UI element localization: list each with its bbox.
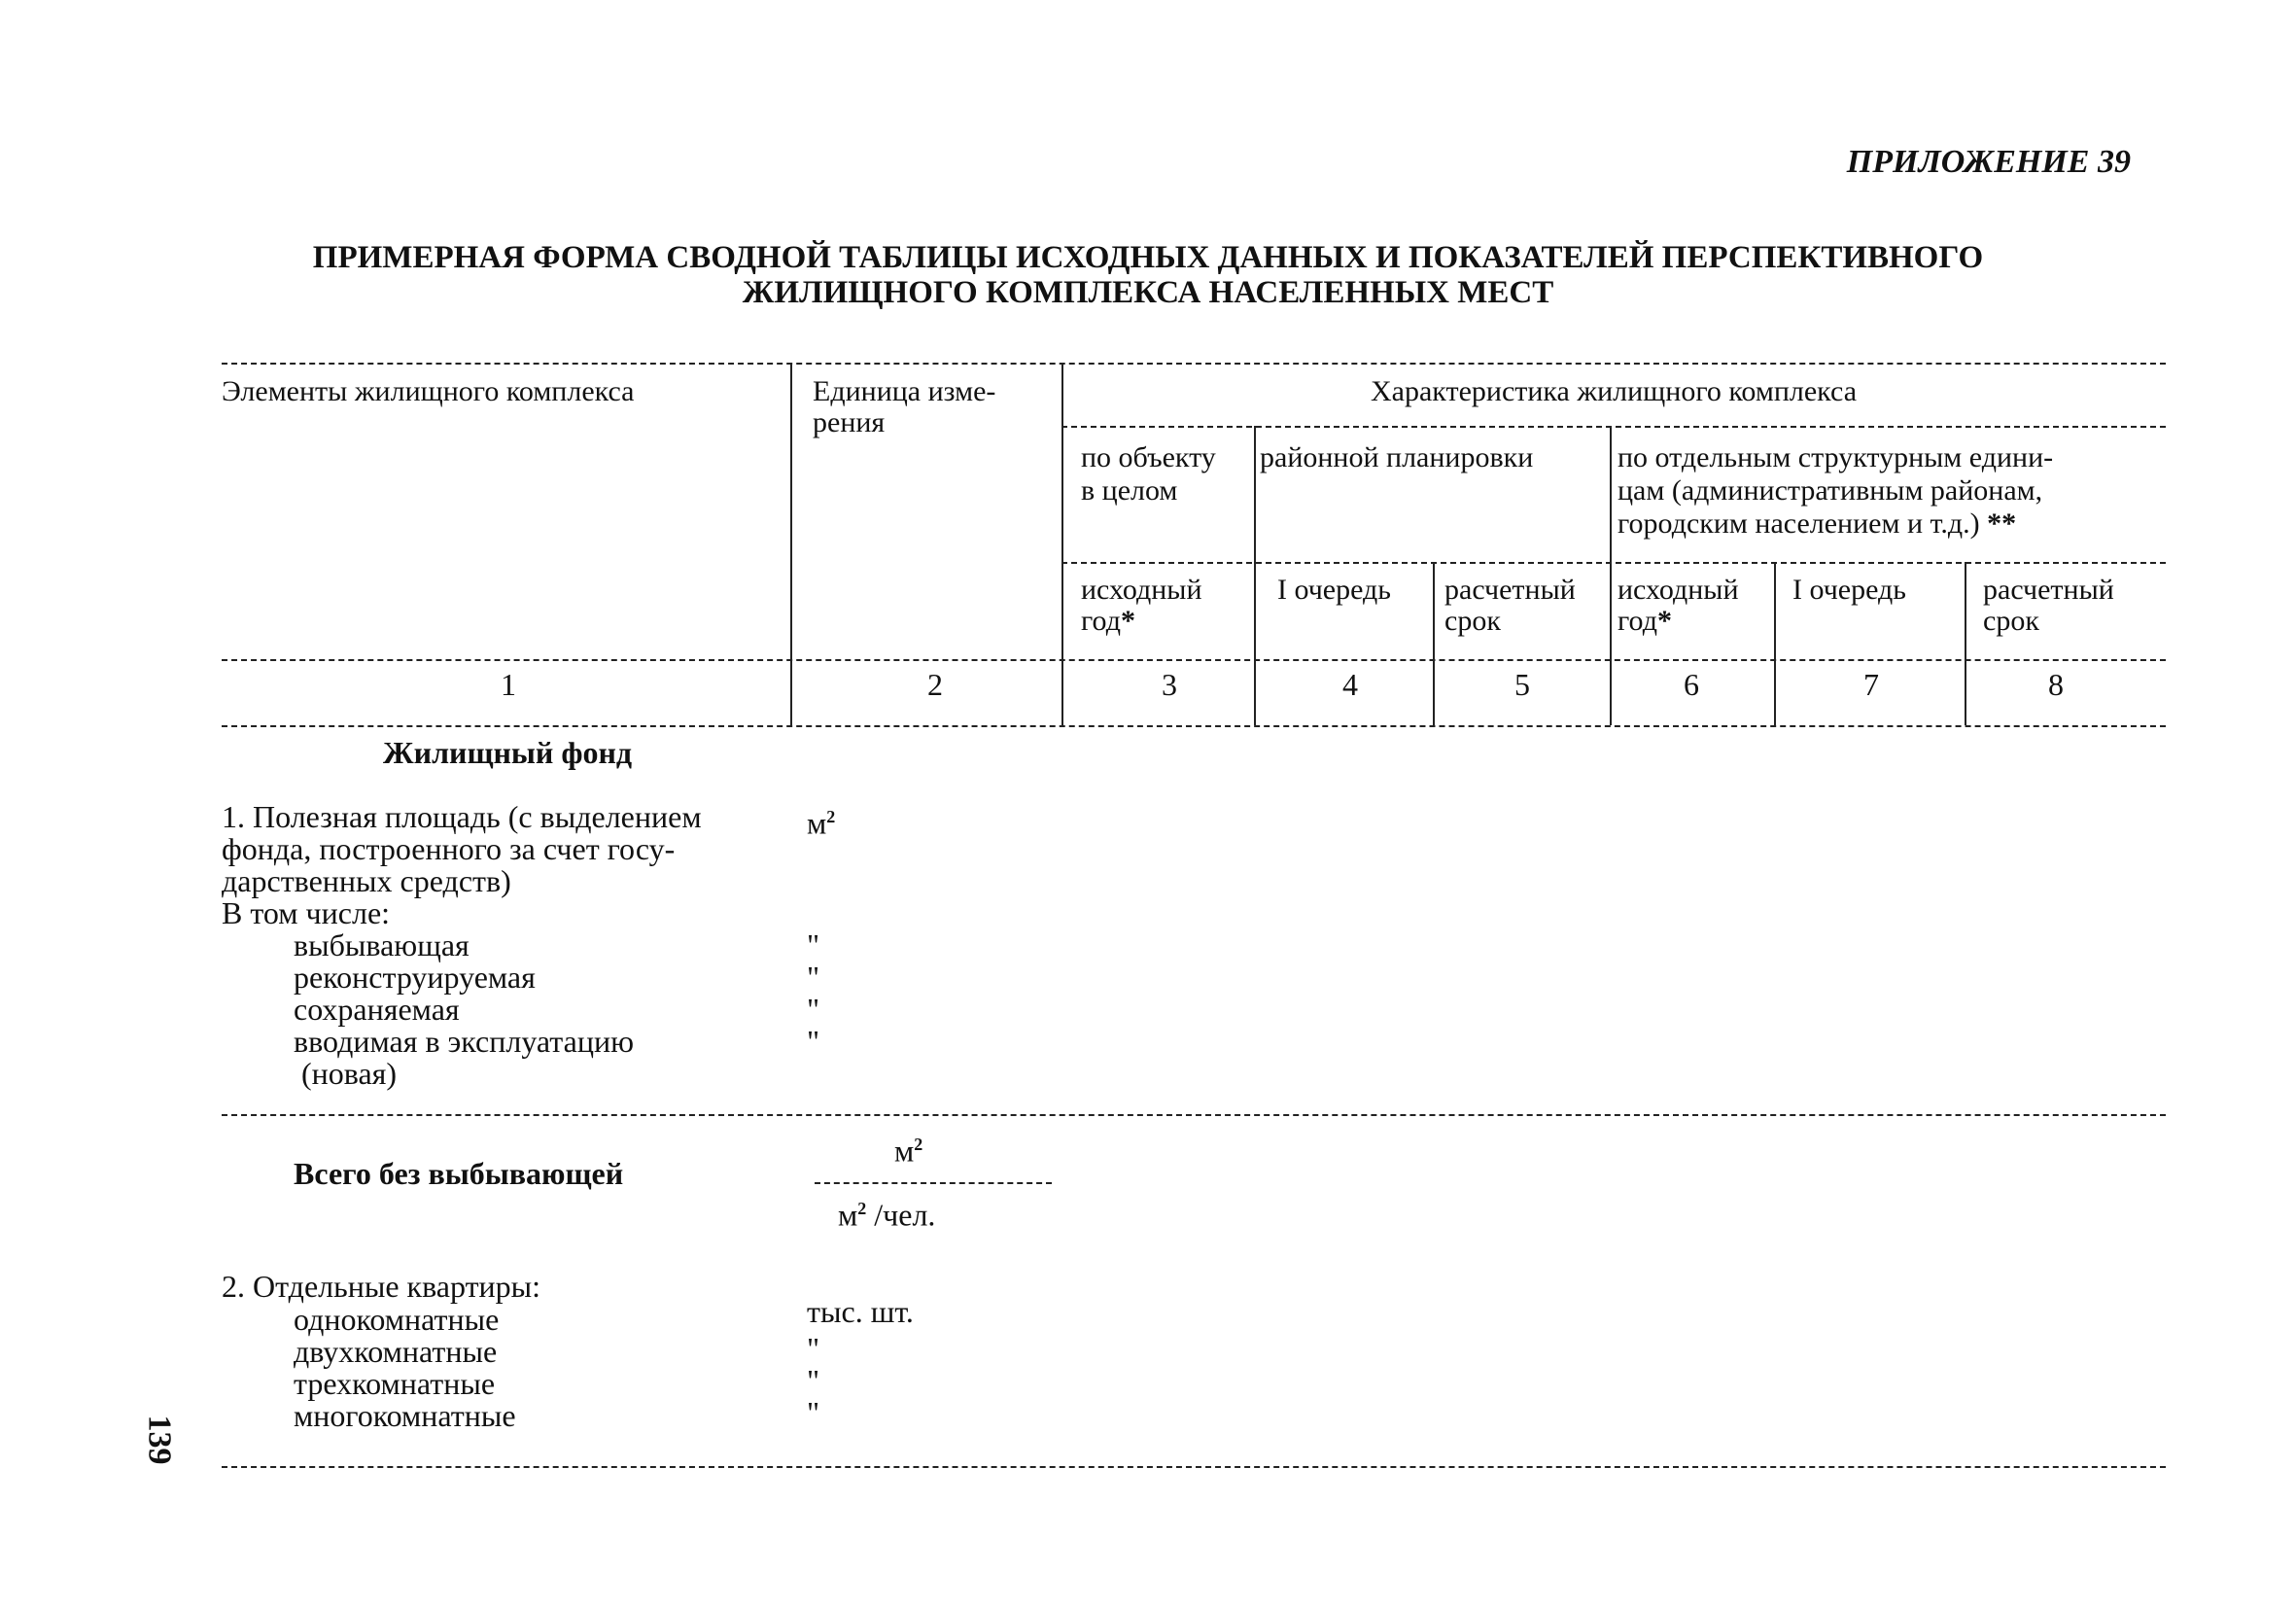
column-number-7: 7 <box>1863 667 1879 702</box>
group-header: Характеристика жилищного комплекса <box>1370 375 1858 407</box>
item1-row-1-label: выбывающая <box>294 927 470 962</box>
sub-units-line-2: цам (административным районам, <box>1618 474 2043 507</box>
header-bottom-rule <box>222 659 2166 661</box>
column-number-1: 1 <box>501 667 516 702</box>
item1-row-1-unit: " <box>807 927 820 962</box>
col-divider-5-6 <box>1610 426 1612 725</box>
c8-header-line-1: расчетный <box>1983 574 2114 606</box>
page-number: 139 <box>141 1415 178 1465</box>
column-number-4: 4 <box>1342 667 1358 702</box>
column-number-8: 8 <box>2048 667 2064 702</box>
subheader-rule <box>1061 562 2166 564</box>
item2-row-4-label: многокомнатные <box>294 1398 516 1433</box>
item2-row-1-unit: тыс. шт. <box>807 1294 914 1329</box>
item1-line-1: 1. Полезная площадь (с выделением <box>222 799 702 834</box>
c4-header: I очередь <box>1277 574 1391 606</box>
item2-row-2-label: двухкомнатные <box>294 1334 498 1369</box>
sub-object-line-1: по объекту <box>1081 441 1216 473</box>
col-divider-4-5 <box>1433 562 1435 725</box>
group-header-rule <box>1061 426 2166 428</box>
col2-header-line-2: рения <box>813 406 886 438</box>
item2-row-1-label: однокомнатные <box>294 1302 500 1337</box>
column-number-6: 6 <box>1684 667 1699 702</box>
c5-header-line-1: расчетный <box>1444 574 1576 606</box>
section-rule-1 <box>222 1114 2166 1116</box>
sub-units-line-1: по отдельным структурным едини- <box>1618 441 2054 473</box>
item1-row-2-unit: " <box>807 960 820 995</box>
item1-row-3-label: сохраняемая <box>294 992 460 1027</box>
item1-line-3: дарственных средств) <box>222 863 511 898</box>
c3-header-line-1: исходный <box>1081 574 1202 606</box>
item2-row-4-unit: " <box>807 1395 820 1430</box>
item2-row-3-unit: " <box>807 1363 820 1398</box>
item1-unit: $м^2$ <box>807 805 836 841</box>
section-title: Жилищный фонд <box>383 735 633 770</box>
total-unit-top: $м^2$ <box>894 1133 923 1169</box>
appendix-label: ПРИЛОЖЕНИЕ 39 <box>1846 144 2131 180</box>
c8-header-line-2: срок <box>1983 605 2039 637</box>
item1-row-2-label: реконструируемая <box>294 960 536 995</box>
document-title-line-1: ПРИМЕРНАЯ ФОРМА СВОДНОЙ ТАБЛИЦЫ ИСХОДНЫХ ДАННЫХ И ПОКАЗАТЕЛЕЙ ПЕРСПЕКТИВНОГО <box>312 240 1984 275</box>
item1-row-3-unit: " <box>807 992 820 1027</box>
c3-header-line-2: год* <box>1081 605 1135 637</box>
col-divider-2-3 <box>1061 363 1063 725</box>
c6-header-line-1: исходный <box>1618 574 1739 606</box>
column-number-5: 5 <box>1514 667 1530 702</box>
sub-units-line-3: городским населением и т.д.) ** <box>1618 507 2017 540</box>
table-bottom-rule <box>222 1466 2166 1468</box>
col-divider-6-7 <box>1774 562 1776 725</box>
col-divider-3-4 <box>1254 426 1256 725</box>
col-divider-1-2 <box>790 363 792 725</box>
c7-header: I очередь <box>1792 574 1906 606</box>
item2-row-2-unit: " <box>807 1331 820 1366</box>
including-label: В том числе: <box>222 895 391 930</box>
item1-line-2: фонда, построенного за счет госу- <box>222 831 676 866</box>
column-number-3: 3 <box>1162 667 1177 702</box>
col1-header: Элементы жилищного комплекса <box>222 375 635 407</box>
document-title-line-2: ЖИЛИЩНОГО КОМПЛЕКСА НАСЕЛЕННЫХ МЕСТ <box>742 275 1554 310</box>
c6-header-line-2: год* <box>1618 605 1672 637</box>
item2-row-3-label: трехкомнатные <box>294 1366 496 1401</box>
numbers-bottom-rule <box>222 725 2166 727</box>
sub-district: районной планировки <box>1260 441 1534 473</box>
table-top-rule <box>222 363 2166 365</box>
unit-fraction-rule <box>815 1182 1052 1184</box>
col2-header-line-1: Единица изме- <box>813 375 996 407</box>
col-divider-7-8 <box>1965 562 1966 725</box>
total-unit-bottom: $м^2$ /чел. <box>838 1197 936 1233</box>
c5-header-line-2: срок <box>1444 605 1501 637</box>
sub-object-line-2: в целом <box>1081 474 1178 507</box>
item1-new-note: (новая) <box>301 1056 398 1091</box>
item1-row-4-label: вводимая в эксплуатацию <box>294 1024 635 1059</box>
column-number-2: 2 <box>927 667 943 702</box>
item1-row-4-unit: " <box>807 1024 820 1059</box>
total-label: Всего без выбывающей <box>294 1156 624 1191</box>
item2-title: 2. Отдельные квартиры: <box>222 1269 541 1304</box>
